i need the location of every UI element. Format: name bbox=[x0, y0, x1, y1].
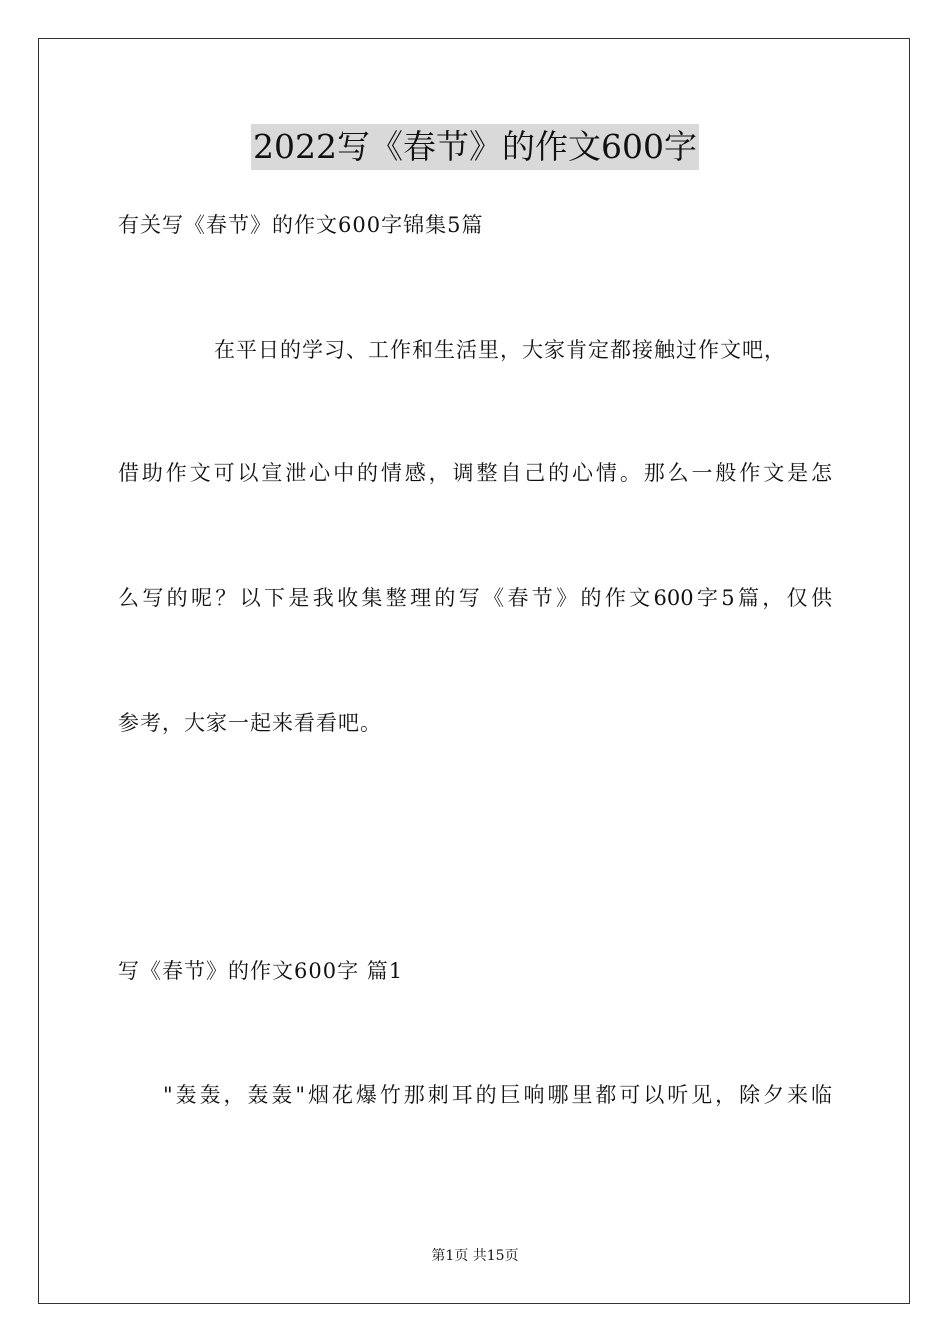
title-container bbox=[0, 124, 950, 170]
document-subtitle: 有关写《春节》的作文600字锦集5篇 bbox=[118, 213, 484, 237]
page-footer: 第1页 共15页 bbox=[431, 1248, 519, 1264]
section-heading: 写《春节》的作文600字 篇1 bbox=[118, 959, 404, 983]
section-line-1: "轰轰，轰轰"烟花爆竹那刺耳的巨响哪里都可以听见，除夕来临 bbox=[163, 1083, 832, 1107]
paragraph-line-3: 么写的呢？以下是我收集整理的写《春节》的作文600字5篇，仅供 bbox=[118, 586, 832, 610]
paragraph-line-2: 借助作文可以宣泄心中的情感，调整自己的心情。那么一般作文是怎 bbox=[118, 461, 832, 485]
paragraph-line-1: 在平日的学习、工作和生活里，大家肯定都接触过作文吧， bbox=[214, 338, 786, 362]
paragraph-line-4: 参考，大家一起来看看吧。 bbox=[118, 711, 382, 735]
document-title: 2022写《春节》的作文600字 bbox=[251, 124, 699, 170]
